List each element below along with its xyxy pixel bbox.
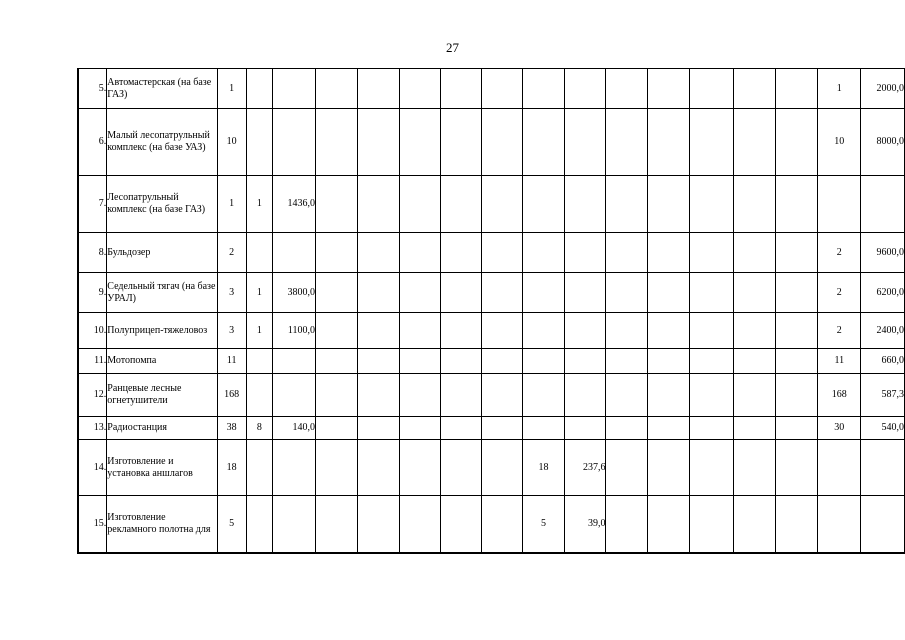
table-cell xyxy=(733,349,775,374)
table-cell xyxy=(776,273,818,313)
quantity-total-cell: 3 xyxy=(217,273,246,313)
quantity-cell xyxy=(523,374,565,417)
table-cell xyxy=(441,176,481,233)
table-cell xyxy=(606,440,647,496)
quantity-cell: 168 xyxy=(818,374,861,417)
quantity-total-cell: 1 xyxy=(217,176,246,233)
quantity-cell: 11 xyxy=(818,349,861,374)
quantity-total-cell: 5 xyxy=(217,496,246,553)
amount-cell xyxy=(273,349,316,374)
quantity-cell xyxy=(523,176,565,233)
table-cell xyxy=(776,374,818,417)
row-number: 5. xyxy=(78,69,107,109)
row-number: 14. xyxy=(78,440,107,496)
table-cell xyxy=(399,233,440,273)
amount-cell xyxy=(564,313,606,349)
amount-cell xyxy=(273,374,316,417)
amount-cell xyxy=(564,176,606,233)
table-cell xyxy=(776,496,818,553)
row-number: 12. xyxy=(78,374,107,417)
quantity-cell xyxy=(523,109,565,176)
row-number: 15. xyxy=(78,496,107,553)
amount-cell: 1100,0 xyxy=(273,313,316,349)
quantity-cell: 1 xyxy=(246,273,273,313)
table-cell xyxy=(399,69,440,109)
table-cell xyxy=(441,109,481,176)
table-cell xyxy=(358,233,399,273)
table-cell xyxy=(690,440,733,496)
amount-cell xyxy=(861,176,905,233)
amount-cell xyxy=(564,349,606,374)
table-cell xyxy=(733,417,775,440)
table-cell xyxy=(358,109,399,176)
table-cell xyxy=(776,69,818,109)
quantity-total-cell: 38 xyxy=(217,417,246,440)
table-cell xyxy=(733,440,775,496)
table-cell xyxy=(481,273,522,313)
table-cell xyxy=(399,496,440,553)
table-cell xyxy=(606,496,647,553)
table-cell xyxy=(690,496,733,553)
amount-cell: 39,0 xyxy=(564,496,606,553)
quantity-cell: 2 xyxy=(818,313,861,349)
table-cell xyxy=(358,176,399,233)
row-number: 7. xyxy=(78,176,107,233)
quantity-cell: 2 xyxy=(818,233,861,273)
table-cell xyxy=(399,417,440,440)
amount-cell: 6200,0 xyxy=(861,273,905,313)
table-cell xyxy=(399,273,440,313)
table-cell xyxy=(733,176,775,233)
table-cell xyxy=(358,417,399,440)
table-row xyxy=(78,417,905,440)
table-cell xyxy=(647,109,689,176)
row-number: 11. xyxy=(78,349,107,374)
table-cell xyxy=(690,349,733,374)
table-cell xyxy=(441,374,481,417)
amount-cell xyxy=(564,374,606,417)
table-cell xyxy=(441,233,481,273)
item-name: Автомастерская (на базе ГАЗ) xyxy=(107,69,217,109)
table-cell xyxy=(316,440,358,496)
table-cell xyxy=(606,417,647,440)
quantity-cell xyxy=(246,440,273,496)
table-cell xyxy=(733,109,775,176)
quantity-cell: 1 xyxy=(246,313,273,349)
quantity-cell: 8 xyxy=(246,417,273,440)
quantity-cell xyxy=(246,349,273,374)
table-cell xyxy=(606,176,647,233)
row-number: 13. xyxy=(78,417,107,440)
table-cell xyxy=(481,349,522,374)
amount-cell xyxy=(564,109,606,176)
table-cell xyxy=(733,233,775,273)
quantity-cell xyxy=(523,233,565,273)
table-cell xyxy=(690,273,733,313)
row-number: 9. xyxy=(78,273,107,313)
quantity-cell xyxy=(818,440,861,496)
table-cell xyxy=(358,349,399,374)
amount-cell xyxy=(861,496,905,553)
table-cell xyxy=(316,417,358,440)
table-cell xyxy=(316,273,358,313)
page-number: 27 xyxy=(446,40,459,55)
quantity-cell xyxy=(523,69,565,109)
item-name: Полуприцеп-тяжеловоз xyxy=(107,313,217,349)
quantity-cell xyxy=(246,109,273,176)
table-row xyxy=(78,349,905,374)
amount-cell xyxy=(273,496,316,553)
table-cell xyxy=(647,440,689,496)
table-row xyxy=(78,69,905,109)
table-cell xyxy=(481,440,522,496)
table-cell xyxy=(606,233,647,273)
amount-cell: 540,0 xyxy=(861,417,905,440)
table-cell xyxy=(690,69,733,109)
table-cell xyxy=(647,69,689,109)
amount-cell: 2400,0 xyxy=(861,313,905,349)
table-cell xyxy=(606,109,647,176)
amount-cell: 660,0 xyxy=(861,349,905,374)
table-cell xyxy=(690,313,733,349)
table-cell xyxy=(481,417,522,440)
equipment-table xyxy=(77,68,905,554)
table-cell xyxy=(316,496,358,553)
table-cell xyxy=(776,440,818,496)
row-number: 8. xyxy=(78,233,107,273)
table-cell xyxy=(316,313,358,349)
amount-cell: 8000,0 xyxy=(861,109,905,176)
quantity-total-cell: 10 xyxy=(217,109,246,176)
item-name: Лесопатрульный комплекс (на базе ГАЗ) xyxy=(107,176,217,233)
table-cell xyxy=(481,374,522,417)
table-cell xyxy=(606,374,647,417)
table-cell xyxy=(733,313,775,349)
table-cell xyxy=(481,109,522,176)
amount-cell: 3800,0 xyxy=(273,273,316,313)
amount-cell xyxy=(273,109,316,176)
table-cell xyxy=(358,374,399,417)
amount-cell xyxy=(564,233,606,273)
amount-cell: 587,3 xyxy=(861,374,905,417)
quantity-cell: 5 xyxy=(523,496,565,553)
table-row xyxy=(78,496,905,553)
table-cell xyxy=(733,374,775,417)
amount-cell xyxy=(861,440,905,496)
table-cell xyxy=(316,109,358,176)
amount-cell xyxy=(273,233,316,273)
table-cell xyxy=(399,176,440,233)
table-row xyxy=(78,313,905,349)
table-row xyxy=(78,440,905,496)
table-cell xyxy=(399,374,440,417)
table-cell xyxy=(647,496,689,553)
table-cell xyxy=(690,417,733,440)
quantity-total-cell: 18 xyxy=(217,440,246,496)
table-cell xyxy=(316,233,358,273)
table-cell xyxy=(733,273,775,313)
table-cell xyxy=(399,313,440,349)
table-row xyxy=(78,233,905,273)
quantity-cell: 30 xyxy=(818,417,861,440)
quantity-cell: 18 xyxy=(523,440,565,496)
item-name: Малый лесопатрульный комплекс (на базе УАЗ) xyxy=(107,109,217,176)
table-cell xyxy=(358,313,399,349)
quantity-cell xyxy=(523,313,565,349)
table-cell xyxy=(606,69,647,109)
row-number: 10. xyxy=(78,313,107,349)
table-cell xyxy=(316,349,358,374)
table-cell xyxy=(776,349,818,374)
table-cell xyxy=(316,176,358,233)
table-cell xyxy=(481,69,522,109)
quantity-cell: 1 xyxy=(246,176,273,233)
table-cell xyxy=(399,109,440,176)
table-cell xyxy=(481,313,522,349)
table-cell xyxy=(441,440,481,496)
item-name: Изготовление рекламного полотна для xyxy=(107,496,217,553)
table-cell xyxy=(690,176,733,233)
table-cell xyxy=(690,109,733,176)
amount-cell xyxy=(564,417,606,440)
quantity-cell xyxy=(523,273,565,313)
amount-cell xyxy=(564,69,606,109)
quantity-cell xyxy=(246,496,273,553)
amount-cell: 237,6 xyxy=(564,440,606,496)
item-name: Бульдозер xyxy=(107,233,217,273)
table-cell xyxy=(358,273,399,313)
table-cell xyxy=(606,349,647,374)
item-name: Изготовление и установка аншлагов xyxy=(107,440,217,496)
quantity-total-cell: 2 xyxy=(217,233,246,273)
table-cell xyxy=(733,496,775,553)
table-cell xyxy=(441,349,481,374)
amount-cell: 2000,0 xyxy=(861,69,905,109)
table-cell xyxy=(358,440,399,496)
table-cell xyxy=(481,233,522,273)
table-cell xyxy=(776,109,818,176)
amount-cell xyxy=(273,69,316,109)
table-cell xyxy=(441,496,481,553)
quantity-cell xyxy=(818,176,861,233)
table-cell xyxy=(358,69,399,109)
table-cell xyxy=(647,349,689,374)
quantity-total-cell: 1 xyxy=(217,69,246,109)
table-cell xyxy=(316,69,358,109)
amount-cell xyxy=(273,440,316,496)
quantity-cell: 1 xyxy=(818,69,861,109)
table-cell xyxy=(441,313,481,349)
table-row xyxy=(78,176,905,233)
quantity-cell xyxy=(523,417,565,440)
table-cell xyxy=(733,69,775,109)
table-cell xyxy=(647,273,689,313)
table-cell xyxy=(358,496,399,553)
item-name: Радиостанция xyxy=(107,417,217,440)
table-cell xyxy=(606,273,647,313)
table-cell xyxy=(441,273,481,313)
amount-cell: 9600,0 xyxy=(861,233,905,273)
item-name: Ранцевые лесные огнетушители xyxy=(107,374,217,417)
quantity-cell xyxy=(246,233,273,273)
table-cell xyxy=(776,176,818,233)
amount-cell: 140,0 xyxy=(273,417,316,440)
table-cell xyxy=(606,313,647,349)
row-number: 6. xyxy=(78,109,107,176)
table-cell xyxy=(647,374,689,417)
quantity-total-cell: 11 xyxy=(217,349,246,374)
quantity-total-cell: 3 xyxy=(217,313,246,349)
table-row xyxy=(78,273,905,313)
quantity-total-cell: 168 xyxy=(217,374,246,417)
amount-cell xyxy=(564,273,606,313)
table-cell xyxy=(647,417,689,440)
table-cell xyxy=(481,176,522,233)
quantity-cell xyxy=(818,496,861,553)
quantity-cell xyxy=(523,349,565,374)
quantity-cell xyxy=(246,374,273,417)
table-row xyxy=(78,374,905,417)
table-cell xyxy=(316,374,358,417)
table-cell xyxy=(399,440,440,496)
table-cell xyxy=(441,69,481,109)
table-row xyxy=(78,109,905,176)
table-cell xyxy=(690,374,733,417)
quantity-cell xyxy=(246,69,273,109)
quantity-cell: 2 xyxy=(818,273,861,313)
table-cell xyxy=(399,349,440,374)
table-cell xyxy=(776,233,818,273)
item-name: Седельный тягач (на базе УРАЛ) xyxy=(107,273,217,313)
table-cell xyxy=(690,233,733,273)
table-cell xyxy=(647,233,689,273)
table-cell xyxy=(441,417,481,440)
item-name: Мотопомпа xyxy=(107,349,217,374)
amount-cell: 1436,0 xyxy=(273,176,316,233)
table-cell xyxy=(776,417,818,440)
table-cell xyxy=(647,176,689,233)
quantity-cell: 10 xyxy=(818,109,861,176)
table-cell xyxy=(481,496,522,553)
table-cell xyxy=(776,313,818,349)
table-cell xyxy=(647,313,689,349)
